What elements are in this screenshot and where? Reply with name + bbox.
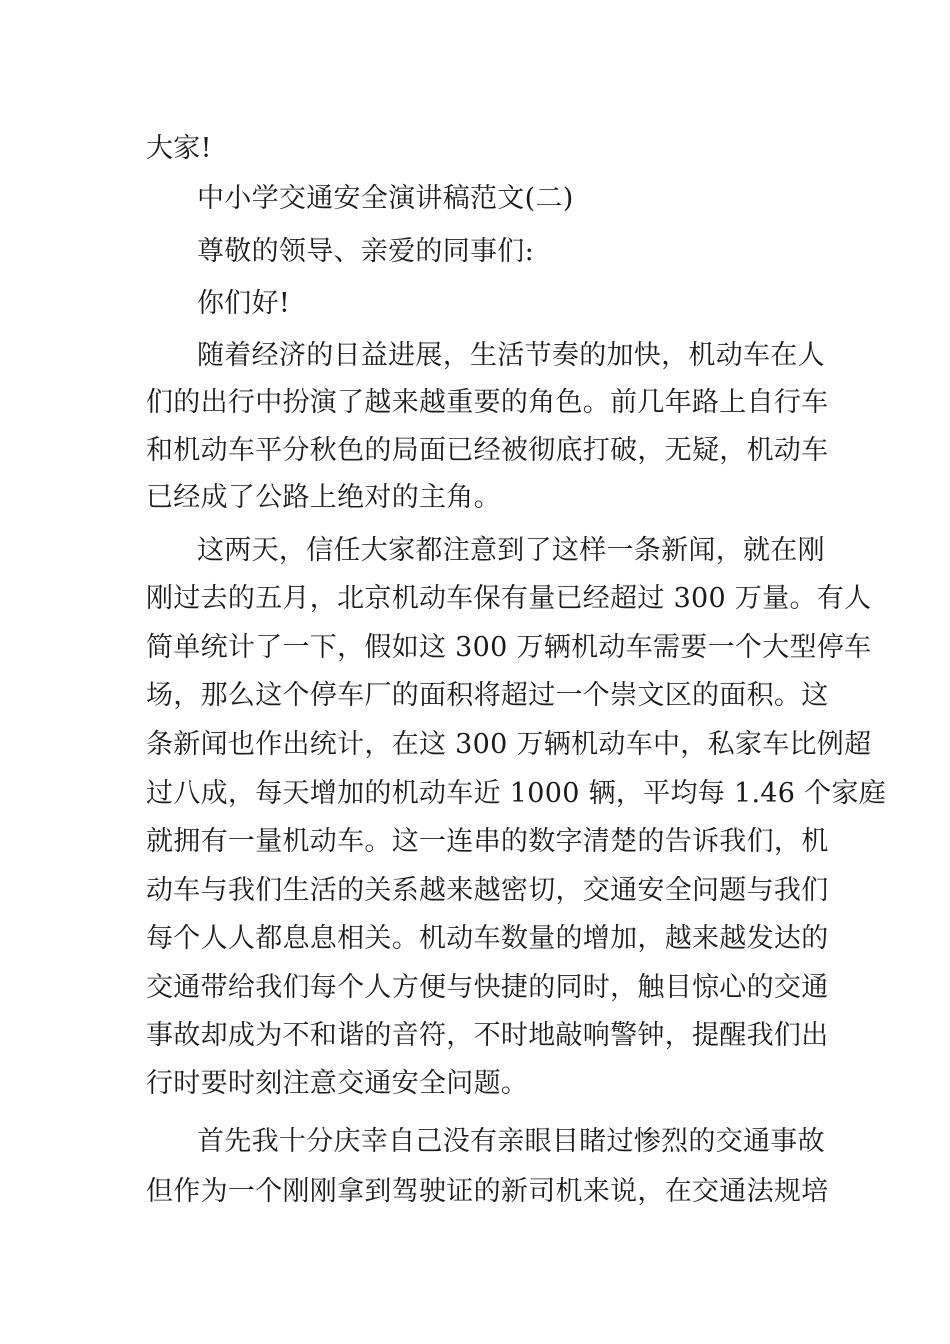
- paragraph-line: 大家!: [146, 133, 212, 164]
- paragraph-line: 每个人人都息息相关。机动车数量的增加，越来越发达的: [146, 923, 829, 954]
- paragraph-line: 随着经济的日益进展，生活节奏的加快，机动车在人: [197, 340, 825, 371]
- paragraph-line: 过八成，每天增加的机动车近 1000 辆，平均每 1.46 个家庭: [146, 778, 887, 809]
- paragraph-line: 简单统计了一下，假如这 300 万辆机动车需要一个大型停车: [146, 632, 872, 663]
- paragraph-line: 行时要时刻注意交通安全问题。: [146, 1068, 529, 1099]
- paragraph-line: 和机动车平分秋色的局面已经被彻底打破，无疑，机动车: [146, 435, 829, 466]
- paragraph-line: 场，那么这个停车厂的面积将超过一个崇文区的面积。这: [146, 680, 829, 711]
- paragraph-line: 交通带给我们每个人方便与快捷的同时，触目惊心的交通: [146, 972, 829, 1003]
- salutation: 尊敬的领导、亲爱的同事们:: [197, 236, 534, 267]
- paragraph-line: 动车与我们生活的关系越来越密切，交通安全问题与我们: [146, 875, 829, 906]
- paragraph-line: 事故却成为不和谐的音符，不时地敲响警钟，提醒我们出: [146, 1020, 829, 1051]
- greeting: 你们好!: [197, 288, 291, 319]
- paragraph-line: 这两天，信任大家都注意到了这样一条新闻，就在刚: [197, 535, 825, 566]
- paragraph-line: 条新闻也作出统计，在这 300 万辆机动车中，私家车比例超: [146, 729, 872, 760]
- paragraph-line: 刚过去的五月，北京机动车保有量已经超过 300 万量。有人: [146, 583, 872, 614]
- section-title: 中小学交通安全演讲稿范文(二): [197, 183, 574, 214]
- paragraph-line: 们的出行中扮演了越来越重要的角色。前几年路上自行车: [146, 387, 829, 418]
- paragraph-line: 已经成了公路上绝对的主角。: [146, 482, 501, 513]
- paragraph-line: 但作为一个刚刚拿到驾驶证的新司机来说，在交通法规培: [146, 1176, 829, 1207]
- paragraph-line: 首先我十分庆幸自己没有亲眼目睹过惨烈的交通事故: [197, 1126, 825, 1157]
- paragraph-line: 就拥有一量机动车。这一连串的数字清楚的告诉我们，机: [146, 826, 829, 857]
